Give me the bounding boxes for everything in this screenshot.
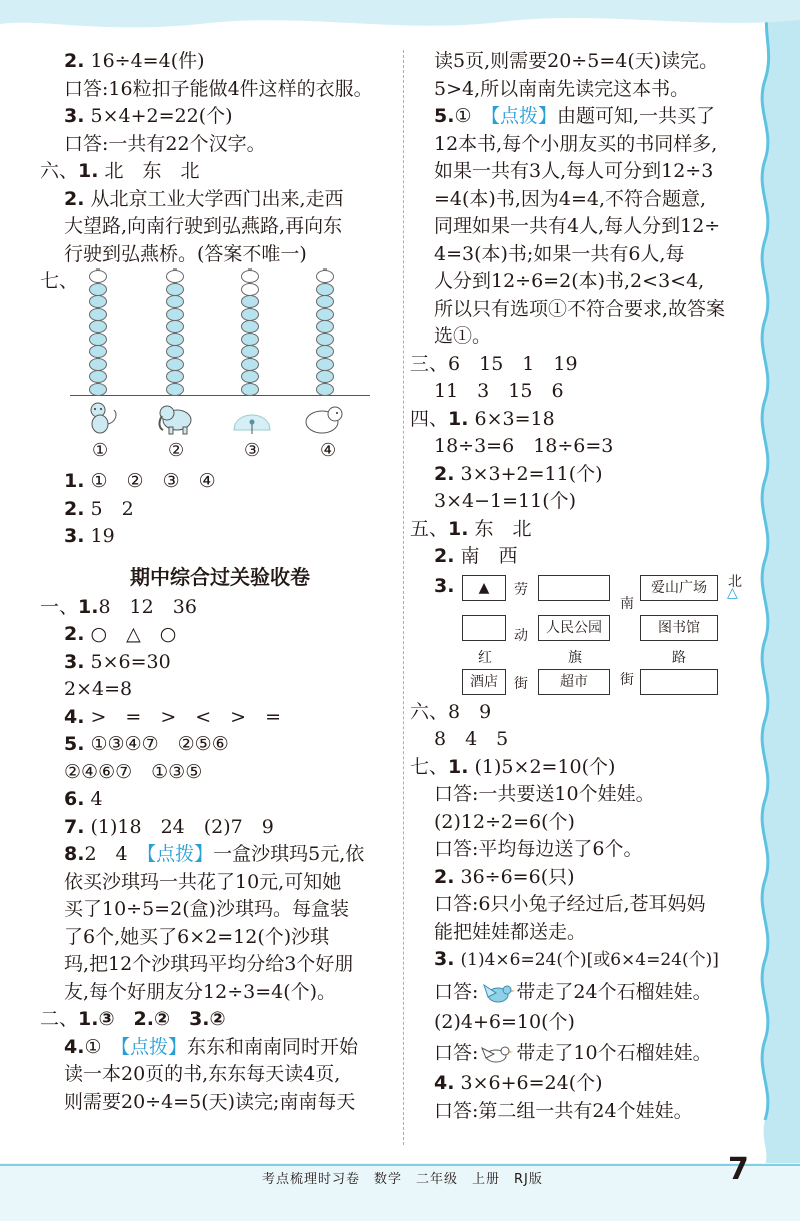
answer-line: 4.① 【点拨】东东和南南同时开始 xyxy=(64,1035,359,1058)
abacus-bead xyxy=(241,358,259,371)
answer-line: 3×4−1=11(个) xyxy=(434,490,577,512)
answer-line: 二、1.③ 2.② 3.② xyxy=(40,1008,226,1030)
figure-number: ④ xyxy=(320,440,337,461)
answer-line: 3. 5×6=30 xyxy=(64,650,171,673)
answer-line: 口答:平均每边送了6个。 xyxy=(434,838,643,860)
abacus-bead xyxy=(166,333,184,346)
elephant-picture xyxy=(153,400,197,436)
abacus-bead xyxy=(89,383,107,396)
answer-line: 2. 南 西 xyxy=(434,545,518,567)
section-title: 期中综合过关验收卷 xyxy=(130,564,310,589)
answer-line: 读5页,则需要20÷5=4(天)读完。 xyxy=(434,50,719,72)
abacus-bead xyxy=(241,370,259,383)
answer-line: 口答:16粒扣子能做4件这样的衣服。 xyxy=(64,77,373,100)
answer-line: 3. 19 xyxy=(64,525,115,547)
answer-line: 口答:一共有22个汉字。 xyxy=(64,132,266,155)
monkey-picture xyxy=(80,400,124,436)
answer-line: 一、1.8 12 36 xyxy=(40,595,197,618)
answer-line: 四、1. 6×3=18 xyxy=(410,407,555,430)
abacus-bead xyxy=(316,370,334,383)
abacus-bead xyxy=(316,283,334,296)
answer-line: 大望路,向南行驶到弘燕路,再向东 xyxy=(64,215,343,237)
page-number: 7 xyxy=(728,1152,749,1187)
abacus-bead xyxy=(89,370,107,383)
answer-line: 8.2 4 【点拨】一盒沙琪玛5元,依 xyxy=(64,843,365,865)
map-box-chaoshi: 超市 xyxy=(538,669,610,695)
answer-line: 5.① 【点拨】由题可知,一共买了 xyxy=(434,105,716,127)
answer-line: 玛,把12个沙琪玛平均分给3个好朋 xyxy=(64,953,354,975)
answer-line: 2. 16÷4=4(件) xyxy=(64,50,205,72)
answer-line: 4. > = > < > = xyxy=(64,705,282,728)
question-number: 3. xyxy=(434,574,455,597)
answer-line: 12本书,每个小朋友买的书同样多, xyxy=(434,132,718,155)
abacus-bead xyxy=(89,295,107,308)
section-six: 六、1. 北 东 北 xyxy=(40,160,200,182)
answer-line: 买了10÷5=2(盒)沙琪玛。每盒装 xyxy=(64,898,350,920)
answer-line: 8 4 5 xyxy=(434,728,509,750)
answer-line: 口答:6只小兔子经过后,苍耳妈妈 xyxy=(434,893,706,915)
abacus-bead xyxy=(241,270,259,283)
map-box-tushu: 图书馆 xyxy=(640,615,718,641)
answer-line: 2. 36÷6=6(只) xyxy=(434,865,575,888)
column-divider xyxy=(403,50,404,1145)
answer-line: 2. 3×3+2=11(个) xyxy=(434,462,603,485)
abacus-bead xyxy=(241,283,259,296)
answer-line: 3. (1)4×6=24(个)[或6×4=24(个)] xyxy=(434,948,719,970)
answer-line: 2. 从北京工业大学西门出来,走西 xyxy=(64,187,344,210)
answer-line: 同理如果一共有4人,每人分到12÷ xyxy=(434,215,721,237)
abacus-bead xyxy=(316,320,334,333)
abacus-figure xyxy=(40,268,400,468)
answer-line: 口答:一共要送10个娃娃。 xyxy=(434,783,655,805)
abacus-bead xyxy=(316,358,334,371)
footer-text: 考点梳理时习卷 数学 二年级 上册 RJ版 xyxy=(262,1172,543,1187)
abacus-bead xyxy=(241,320,259,333)
answer-line: 口答: 带走了24个石榴娃娃。 xyxy=(410,975,755,1009)
abacus-bead xyxy=(166,345,184,358)
bird-icon xyxy=(478,979,516,1007)
answer-line: 七、1. (1)5×2=10(个) xyxy=(410,755,616,778)
figure-number: ① xyxy=(92,440,109,461)
abacus-bead xyxy=(166,320,184,333)
abacus-bead xyxy=(316,333,334,346)
north-label: 北 xyxy=(728,573,742,590)
north-arrow-icon: △ xyxy=(727,584,738,601)
right-column xyxy=(410,48,755,1125)
abacus-bead xyxy=(316,295,334,308)
answer-line: 1. ① ② ③ ④ xyxy=(64,470,216,492)
answer-line: 5. ①③④⑦ ②⑤⑥ xyxy=(64,733,229,755)
abacus-bead xyxy=(316,308,334,321)
street-label: 街 xyxy=(514,675,528,692)
answer-line: 口答: 带走了10个石榴娃娃。 xyxy=(410,1036,755,1070)
answer-line: 5>4,所以南南先读完这本书。 xyxy=(434,77,690,100)
answer-line: 18÷3=6 18÷6=3 xyxy=(434,435,614,457)
abacus-bead xyxy=(166,308,184,321)
abacus-bead xyxy=(241,295,259,308)
abacus-bead xyxy=(166,283,184,296)
answer-line: 6. 4 xyxy=(64,788,103,810)
abacus-bead xyxy=(316,345,334,358)
abacus-bead xyxy=(89,308,107,321)
answer-line: 则需要20÷4=5(天)读完;南南每天 xyxy=(64,1090,356,1113)
abacus-bead xyxy=(316,383,334,396)
answer-line: 六、8 9 xyxy=(410,700,492,723)
answer-line: 五、1. 东 北 xyxy=(410,517,532,540)
answer-line: ②④⑥⑦ ①③⑤ xyxy=(64,760,203,783)
section-seven-label: 七、 xyxy=(40,270,79,292)
abacus-bead xyxy=(89,333,107,346)
map-start-box: ▲ xyxy=(462,575,506,601)
answer-line: 4=3(本)书;如果一共有6人,每 xyxy=(434,242,685,265)
abacus-bead xyxy=(89,358,107,371)
answer-line: 了6个,她买了6×2=12(个)沙琪 xyxy=(64,925,330,948)
answer-line: 三、6 15 1 19 xyxy=(410,352,578,375)
answer-line: 所以只有选项①不符合要求,故答案 xyxy=(434,297,726,320)
answer-line: =4(本)书,因为4=4,不符合题意, xyxy=(434,187,707,210)
answer-line: 2. ○ △ ○ xyxy=(64,623,177,645)
abacus-bead xyxy=(241,345,259,358)
abacus-bead xyxy=(166,270,184,283)
bear-picture xyxy=(302,400,346,436)
hint-label: 【点拨】 xyxy=(146,843,214,865)
answer-line: 3. 5×4+2=22(个) xyxy=(64,105,233,127)
answer-line: 7. (1)18 24 (2)7 9 xyxy=(64,815,274,838)
street-label: 街 xyxy=(620,671,634,688)
answer-line: 友,每个好朋友分12÷3=4(个)。 xyxy=(64,980,337,1003)
answer-line: 如果一共有3人,每人可分到12÷3 xyxy=(434,160,714,182)
answer-line: (2)4+6=10(个) xyxy=(434,1010,575,1033)
answer-line: 口答:第二组一共有24个娃娃。 xyxy=(434,1099,693,1122)
abacus-bead xyxy=(166,383,184,396)
answer-line: (2)12÷2=6(个) xyxy=(434,810,575,833)
hint-label: 【点拨】 xyxy=(490,105,558,127)
street-label: 红 xyxy=(478,649,492,666)
map-box-aishan: 爱山广场 xyxy=(640,575,718,601)
abacus-bead xyxy=(241,383,259,396)
answer-line: 人分到12÷6=2(本)书,2<3<4, xyxy=(434,270,705,292)
answer-line: 行驶到弘燕桥。(答案不唯一) xyxy=(64,242,307,265)
abacus-bead xyxy=(241,333,259,346)
answer-line: 2×4=8 xyxy=(64,678,133,700)
answer-line: 4. 3×6+6=24(个) xyxy=(434,1072,603,1094)
abacus-bead xyxy=(166,358,184,371)
sparrow-icon xyxy=(478,1040,516,1068)
figure-number: ② xyxy=(168,440,185,461)
map-box-jiudian: 酒店 xyxy=(462,669,506,695)
answer-line: 2. 5 2 xyxy=(64,497,134,520)
answer-line: 11 3 15 6 xyxy=(434,380,564,402)
left-column xyxy=(40,48,400,1116)
street-label: 南 xyxy=(620,595,634,612)
abacus-bead xyxy=(89,345,107,358)
answer-line: 依买沙琪玛一共花了10元,可知她 xyxy=(64,870,342,893)
street-label: 劳 xyxy=(514,581,528,598)
hint-label: 【点拨】 xyxy=(120,1035,188,1058)
street-map-figure xyxy=(410,571,755,691)
street-label: 旗 xyxy=(568,649,582,666)
peacock-picture xyxy=(230,400,274,436)
abacus-bead xyxy=(89,320,107,333)
abacus-bead xyxy=(241,308,259,321)
abacus-bead xyxy=(89,283,107,296)
abacus-bead xyxy=(316,270,334,283)
abacus-bead xyxy=(166,370,184,383)
abacus-bead xyxy=(166,295,184,308)
abacus-bead xyxy=(89,270,107,283)
street-label: 动 xyxy=(514,627,528,644)
answer-line: 选①。 xyxy=(434,325,492,347)
answer-line: 能把娃娃都送走。 xyxy=(434,920,587,943)
map-box-renmin: 人民公园 xyxy=(538,615,610,641)
map-empty-box xyxy=(462,615,506,641)
map-empty-box xyxy=(640,669,718,695)
map-empty-box xyxy=(538,575,610,601)
figure-number: ③ xyxy=(244,440,261,461)
answer-line: 读一本20页的书,东东每天读4页, xyxy=(64,1063,341,1085)
street-label: 路 xyxy=(672,649,686,666)
